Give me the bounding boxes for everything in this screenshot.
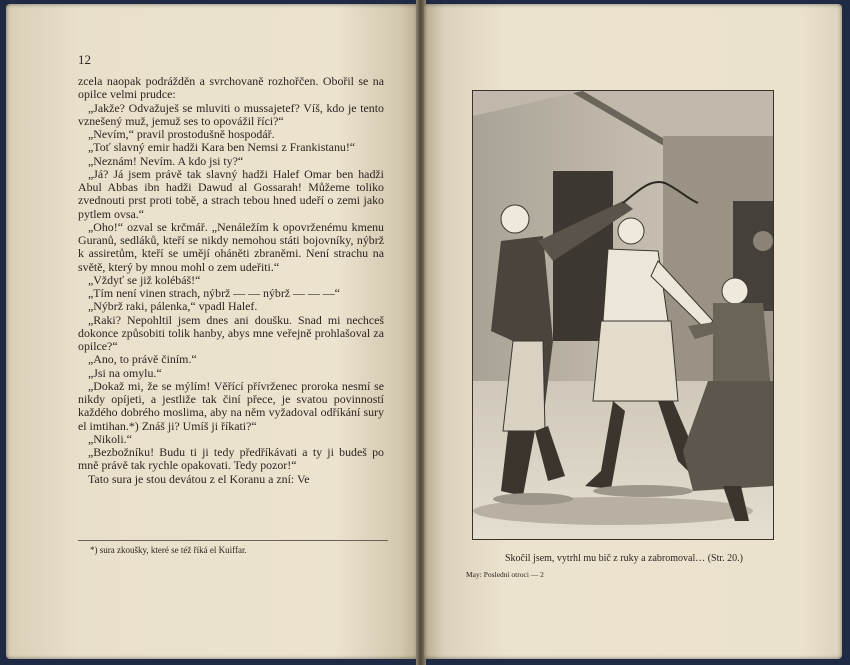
paragraph: „Dokaž mi, že se mýlím! Věřící přívrženec proroka nesmí se nikdy opíjeti, a jestliže tak činí přece, je svatou povinností každého dobrého moslima, aby na něm vyžadoval odříkání sury el imtihan.*) Znáš ji? Umíš ji říkati?“	[78, 378, 384, 433]
page-number: 12	[78, 52, 91, 67]
paragraph: „Nýbrž raki, pálenka,“ vpadl Halef.	[88, 299, 258, 314]
footnote: *) sura zkoušky, které se též říká el Kuiffar.	[90, 545, 247, 555]
paragraph: zcela naopak podrážděn a svrchovaně rozhořčen. Obořil se na opilce velmi prudce:	[78, 74, 384, 102]
paragraph: „Raki? Nepohltil jsem dnes ani doušku. Snad mi nechceš dokonce způsobiti tolik hanby, abys mne veřejně prohlašoval za opilce?“	[78, 312, 384, 353]
paragraph: „Vždyť se již kolébáš!“	[88, 272, 201, 287]
paragraph: Tato sura je stou devátou z el Koranu a zní: Ve	[88, 471, 310, 486]
paragraph: „Neznám! Nevím. A kdo jsi ty?“	[88, 153, 244, 168]
illustration-caption: Skočil jsem, vytrhl mu bič z ruky a zabromoval… (Str. 20.)	[504, 553, 743, 564]
paragraph: „Já? Já jsem právě tak slavný hadži Halef Omar ben hadži Abul Abbas ibn hadži Dawud al Gossarah! Můžeme toliko zvednouti prst proti tobě, a strach tebou hned udeří o zemi jako pytlem ovsa.“	[78, 166, 384, 221]
paragraph: „Toť slavný emir hadži Kara ben Nemsi z Frankistanu!“	[88, 140, 356, 155]
text-body	[78, 75, 384, 486]
paragraph: „Nevím,“ pravil prostodušně hospodář.	[88, 127, 275, 141]
illustration-drawing	[473, 91, 773, 539]
paragraph: „Jakže? Odvažuješ se mluviti o mussajetef? Víš, kdo je tento vznešený muž, jemuž ses to opovážil říci?“	[78, 100, 384, 128]
paragraph: „Nikoli.“	[88, 431, 132, 446]
illustration	[472, 90, 774, 540]
printer-signature: May: Poslední otroci — 2	[466, 570, 544, 579]
paragraph: „Ano, to právě činím.“	[88, 352, 197, 367]
paragraph: „Oho!“ ozval se krčmář. „Nenáležím k opovrženému kmenu Guranů, sedláků, kteří se nikdy nemohou státi bojovníky, nýbrž k assiretům, kteří se umějí oháněti zbraněmi. Není strachu na světě, který by mnou mohl o zem udeřiti.“	[78, 219, 384, 274]
footnote-divider	[78, 540, 388, 541]
paragraph: „Jsi na omylu.“	[88, 365, 162, 380]
paragraph: „Tím není vinen strach, nýbrž — — nýbrž — — —“	[88, 286, 340, 300]
paragraph: „Bezbožníku! Budu ti ji tedy předříkávati a ty ji budeš po mně právě tak rychle opakovati. Tedy pozor!“	[78, 445, 384, 473]
